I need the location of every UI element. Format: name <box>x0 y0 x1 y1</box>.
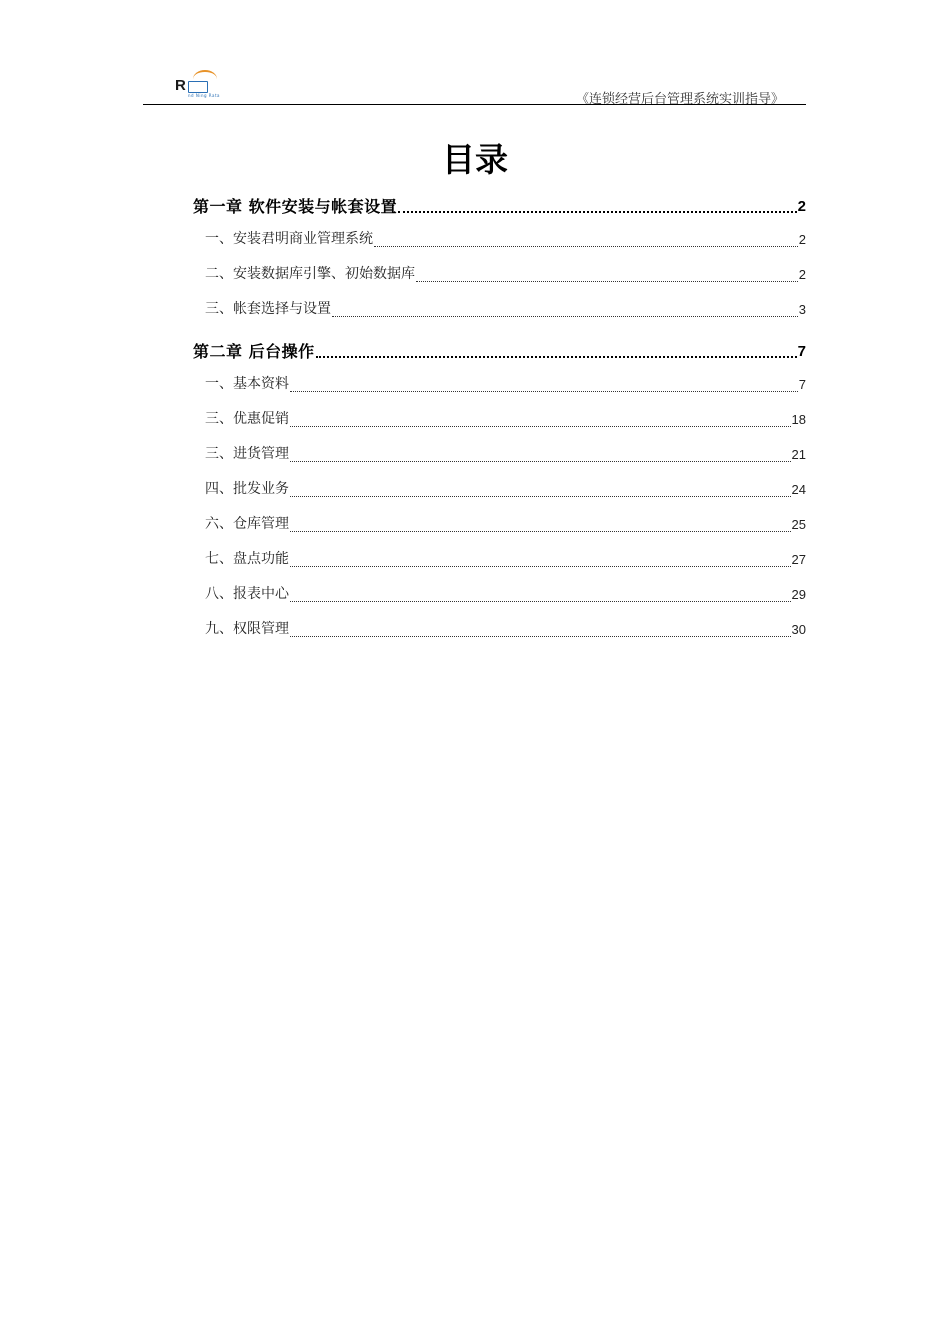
dot-leader <box>290 636 791 637</box>
toc-entry-label: 九、权限管理 <box>205 621 289 637</box>
dot-leader <box>290 601 791 602</box>
dot-leader <box>290 391 798 392</box>
toc-entry-label: 七、盘点功能 <box>205 551 289 567</box>
chapter-gap <box>193 327 806 337</box>
toc-entry[interactable] <box>193 542 806 577</box>
toc-entry[interactable] <box>193 402 806 437</box>
toc-page-number: 2 <box>798 267 806 282</box>
toc-page-number: 2 <box>797 198 806 215</box>
page-header <box>143 66 806 106</box>
logo-letter: R <box>175 77 186 94</box>
toc-chapter-2[interactable] <box>193 337 806 367</box>
toc-entry-label: 三、进货管理 <box>205 446 289 462</box>
toc-entry-label: 三、优惠促销 <box>205 411 289 427</box>
toc-entry[interactable] <box>193 577 806 612</box>
toc-page-number: 25 <box>791 517 806 532</box>
toc-page-number: 24 <box>791 482 806 497</box>
toc-page-number: 18 <box>791 412 806 427</box>
toc-entry-label: 二、安装数据库引擎、初始数据库 <box>205 266 415 282</box>
toc-entry[interactable] <box>193 507 806 542</box>
toc-page-number: 29 <box>791 587 806 602</box>
logo-mark-icon <box>188 81 208 93</box>
toc-page-number: 21 <box>791 447 806 462</box>
toc-entry[interactable] <box>193 612 806 647</box>
company-logo <box>175 70 225 100</box>
toc-entry-label: 六、仓库管理 <box>205 516 289 532</box>
toc-entry-label: 四、批发业务 <box>205 481 289 497</box>
toc-title: 目录 <box>442 140 508 179</box>
toc-page-number: 3 <box>798 302 806 317</box>
toc-entry[interactable] <box>193 222 806 257</box>
toc-page-number: 7 <box>798 377 806 392</box>
dot-leader <box>316 356 797 358</box>
logo-subtext: nd Ning Rata <box>188 93 220 98</box>
dot-leader <box>290 531 791 532</box>
dot-leader <box>290 426 791 427</box>
toc-page-number: 2 <box>798 232 806 247</box>
toc-entry-label: 一、安装君明商业管理系统 <box>205 231 373 247</box>
toc-entry[interactable] <box>193 367 806 402</box>
dot-leader <box>332 316 798 317</box>
toc-page-number: 27 <box>791 552 806 567</box>
toc-chapter-1[interactable] <box>193 192 806 222</box>
toc-entry[interactable] <box>193 292 806 327</box>
toc-entry-label: 一、基本资料 <box>205 376 289 392</box>
header-title: 《连锁经营后台管理系统实训指导》 <box>575 92 784 107</box>
dot-leader <box>374 246 798 247</box>
toc-entry-label: 八、报表中心 <box>205 586 289 602</box>
dot-leader <box>290 496 791 497</box>
dot-leader <box>398 211 797 213</box>
toc-entry[interactable] <box>193 437 806 472</box>
toc-entry-label: 三、帐套选择与设置 <box>205 301 331 317</box>
dot-leader <box>290 566 791 567</box>
toc-page-number: 7 <box>797 343 806 360</box>
toc-entry[interactable] <box>193 472 806 507</box>
header-divider <box>143 104 806 105</box>
toc-entry[interactable] <box>193 257 806 292</box>
toc-page-number: 30 <box>791 622 806 637</box>
dot-leader <box>416 281 798 282</box>
toc-chapter-label: 第一章 软件安装与帐套设置 <box>193 197 398 216</box>
toc-chapter-label: 第二章 后台操作 <box>193 342 315 361</box>
table-of-contents <box>193 192 806 647</box>
dot-leader <box>290 461 791 462</box>
